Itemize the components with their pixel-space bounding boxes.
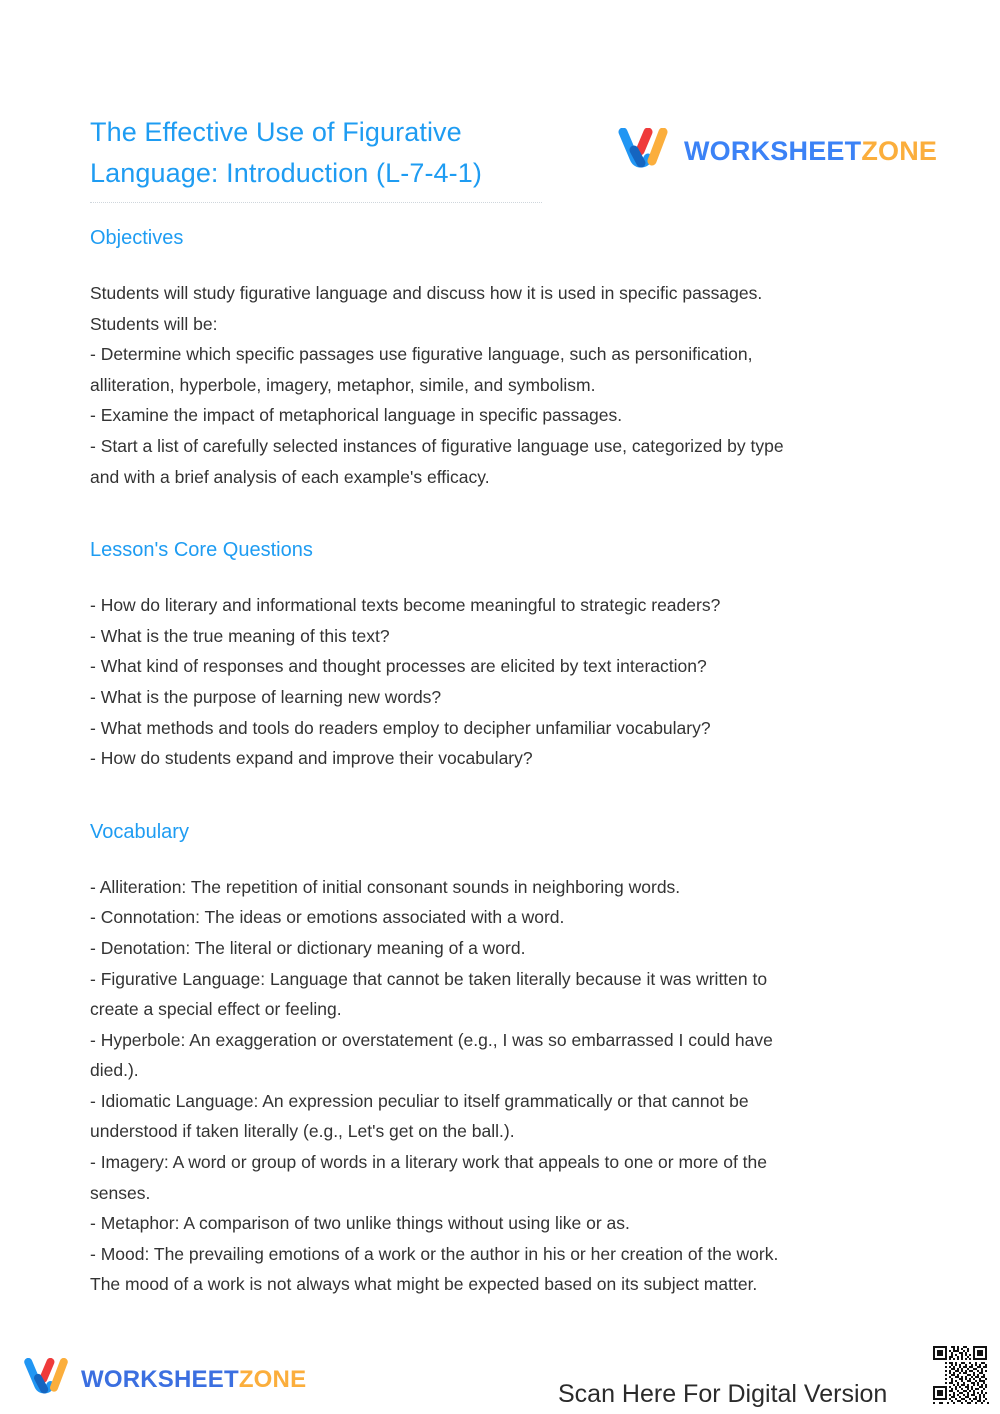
section-objectives: [90, 224, 908, 492]
text-line: - Hyperbole: An exaggeration or overstatement (e.g., I was so embarrassed I could have: [90, 1029, 773, 1050]
spacer: [90, 564, 908, 590]
brand-logo-footer[interactable]: [22, 1358, 306, 1401]
text-line: - Denotation: The literal or dictionary meaning of a word.: [90, 937, 526, 958]
text-line: and with a brief analysis of each example's efficacy.: [90, 466, 490, 487]
qr-code[interactable]: [929, 1342, 995, 1408]
page-title-line-1: The Effective Use of Figurative: [90, 117, 462, 147]
brand-wordmark: [684, 138, 937, 165]
worksheetzone-w-icon: [616, 128, 670, 175]
page-title: [90, 112, 550, 194]
text-line: - Mood: The prevailing emotions of a work or the author in his or her creation of the work.: [90, 1243, 779, 1264]
text-line: - Start a list of carefully selected instances of figurative language use, categorized by type: [90, 435, 784, 456]
text-line: - Connotation: The ideas or emotions associated with a word.: [90, 907, 565, 928]
text-line: - What is the purpose of learning new words?: [90, 686, 442, 707]
brand-name-secondary: ZONE: [238, 1365, 307, 1393]
worksheetzone-w-icon: [22, 1358, 70, 1401]
brand-name-secondary: ZONE: [861, 136, 938, 166]
brand-name-primary: WORKSHEET: [81, 1365, 239, 1393]
text-line: - Idiomatic Language: An expression peculiar to itself grammatically or that cannot be: [90, 1090, 749, 1111]
text-line: create a special effect or feeling.: [90, 999, 342, 1020]
spacer: [90, 492, 908, 536]
section-body-objectives: [90, 278, 908, 492]
title-divider: [90, 202, 542, 203]
spacer: [90, 774, 908, 818]
text-line: - Imagery: A word or group of words in a literary work that appeals to one or more of the: [90, 1152, 767, 1173]
text-line: - Metaphor: A comparison of two unlike things without using like or as.: [90, 1213, 630, 1234]
section-vocabulary: [90, 818, 908, 1300]
brand-logo-header[interactable]: [616, 128, 937, 175]
page-title-line-2: Language: Introduction (L-7-4-1): [90, 158, 482, 188]
text-line: understood if taken literally (e.g., Let's get on the ball.).: [90, 1121, 515, 1142]
scan-instruction-text: Scan Here For Digital Version: [558, 1380, 888, 1408]
section-heading-core-questions: Lesson's Core Questions: [90, 539, 313, 562]
text-line: - Determine which specific passages use figurative language, such as personification,: [90, 344, 753, 365]
text-line: Students will be:: [90, 313, 218, 334]
text-line: - Alliteration: The repetition of initial consonant sounds in neighboring words.: [90, 876, 681, 897]
section-heading-objectives: Objectives: [90, 227, 184, 249]
text-line: - How do students expand and improve their vocabulary?: [90, 748, 533, 769]
text-line: - Examine the impact of metaphorical language in specific passages.: [90, 405, 623, 426]
section-body-vocabulary: [90, 872, 908, 1300]
text-line: - What methods and tools do readers employ to decipher unfamiliar vocabulary?: [90, 717, 711, 738]
text-line: - How do literary and informational texts become meaningful to strategic readers?: [90, 595, 721, 616]
text-line: The mood of a work is not always what might be expected based on its subject matter.: [90, 1274, 758, 1295]
text-line: died.).: [90, 1060, 139, 1081]
text-line: Students will study figurative language and discuss how it is used in specific passages.: [90, 283, 763, 303]
brand-name-primary: WORKSHEET: [684, 136, 862, 166]
brand-wordmark: [81, 1365, 307, 1393]
text-line: senses.: [90, 1182, 151, 1203]
section-body-core-questions: [90, 590, 908, 774]
section-heading-vocabulary: Vocabulary: [90, 820, 189, 843]
spacer: [90, 252, 908, 278]
text-line: - What is the true meaning of this text?: [90, 625, 390, 646]
section-core-questions: [90, 536, 908, 774]
worksheet-content: [90, 224, 908, 1300]
spacer: [90, 846, 908, 872]
text-line: - What kind of responses and thought processes are elicited by text interaction?: [90, 656, 707, 677]
text-line: - Figurative Language: Language that cannot be taken literally because it was written to: [90, 968, 768, 989]
text-line: alliteration, hyperbole, imagery, metaphor, simile, and symbolism.: [90, 374, 596, 395]
